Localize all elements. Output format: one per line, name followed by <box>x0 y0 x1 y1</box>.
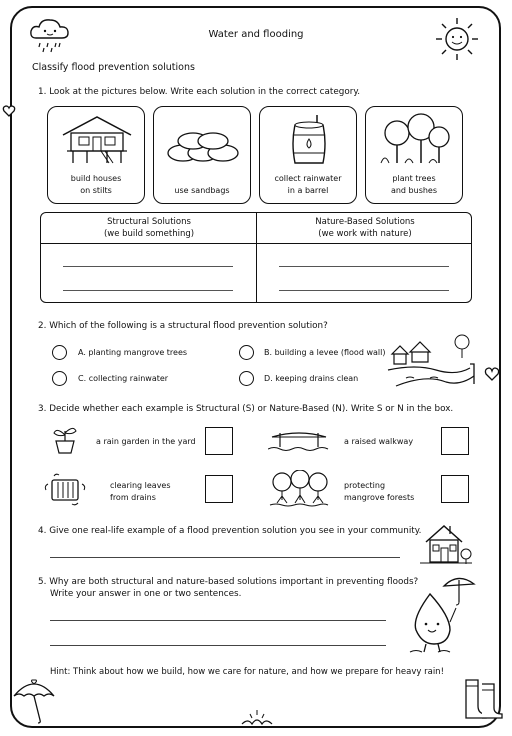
q5-answer-line[interactable] <box>50 645 386 646</box>
table-divider <box>41 243 471 244</box>
structural-answer-line[interactable] <box>63 290 233 291</box>
drain-icon <box>44 472 86 508</box>
heart-icon <box>2 104 16 118</box>
house-icon <box>420 520 472 566</box>
card-rain-barrel <box>259 106 357 204</box>
example-rain-garden: a rain garden in the yard <box>96 437 196 446</box>
card-sandbags <box>153 106 251 204</box>
question-5-prompt: 5. Why are both structural and nature-based solutions important in preventing floods? <box>38 577 419 587</box>
trees-icon <box>375 113 455 165</box>
card-label: use sandbags <box>174 186 230 195</box>
option-d-label: D. keeping drains clean <box>264 374 359 383</box>
option-c-radio[interactable] <box>52 371 67 386</box>
q5-answer-line[interactable] <box>50 620 386 621</box>
structural-answer-line[interactable] <box>63 266 233 267</box>
card-trees <box>365 106 463 204</box>
bridge-icon <box>268 425 330 453</box>
page-title: Water and flooding <box>208 29 304 40</box>
umbrella-icon <box>10 672 58 724</box>
question-2-prompt: 2. Which of the following is a structural flood prevention solution? <box>38 321 328 331</box>
card-stilt-house <box>47 106 145 204</box>
nature-answer-line[interactable] <box>279 266 449 267</box>
option-b-label: B. building a levee (flood wall) <box>264 348 386 357</box>
answer-box-raised-walkway[interactable] <box>441 427 469 455</box>
sandbags-icon <box>163 113 243 165</box>
mangrove-icon <box>268 470 330 508</box>
question-5-prompt-line2: Write your answer in one or two sentences. <box>50 589 242 599</box>
option-d-radio[interactable] <box>239 371 254 386</box>
plant-pot-icon <box>48 423 82 455</box>
option-a-radio[interactable] <box>52 345 67 360</box>
stilt-house-icon <box>57 113 137 165</box>
heart-icon <box>484 366 500 382</box>
table-divider <box>256 213 257 302</box>
nature-based-header: Nature-Based Solutions (we work with nature) <box>315 217 415 239</box>
structural-header: Structural Solutions (we build something) <box>103 217 195 239</box>
splash-icon <box>240 708 274 726</box>
option-a-label: A. planting mangrove trees <box>78 348 188 357</box>
nature-answer-line[interactable] <box>279 290 449 291</box>
q4-answer-line[interactable] <box>50 557 400 558</box>
example-clearing-drains: clearing leaves from drains <box>110 481 171 502</box>
rain-boots-icon <box>460 676 506 722</box>
rain-barrel-icon <box>269 113 349 165</box>
card-label: plant trees and bushes <box>390 174 438 195</box>
option-b-radio[interactable] <box>239 345 254 360</box>
option-c-label: C. collecting rainwater <box>78 374 169 383</box>
answer-box-mangrove[interactable] <box>441 475 469 503</box>
section-subtitle: Classify flood prevention solutions <box>32 62 195 73</box>
answer-box-rain-garden[interactable] <box>205 427 233 455</box>
raindrop-umbrella-icon <box>404 572 476 654</box>
card-label: build houses on stilts <box>70 174 122 195</box>
question-3-prompt: 3. Decide whether each example is Structural (S) or Nature-Based (N). Write S or N in the box. <box>38 404 454 414</box>
levee-landscape-icon <box>386 324 478 390</box>
answer-box-clearing-drains[interactable] <box>205 475 233 503</box>
question-1-prompt: 1. Look at the pictures below. Write each solution in the correct category. <box>38 87 361 97</box>
example-raised-walkway: a raised walkway <box>344 437 414 446</box>
card-label: collect rainwater in a barrel <box>274 174 342 195</box>
question-4-prompt: 4. Give one real-life example of a flood prevention solution you see in your community. <box>38 526 422 536</box>
hint-text: Hint: Think about how we build, how we care for nature, and how we prepare for heavy rain! <box>50 667 444 677</box>
example-mangrove: protecting mangrove forests <box>344 481 415 502</box>
classification-table <box>40 212 472 303</box>
